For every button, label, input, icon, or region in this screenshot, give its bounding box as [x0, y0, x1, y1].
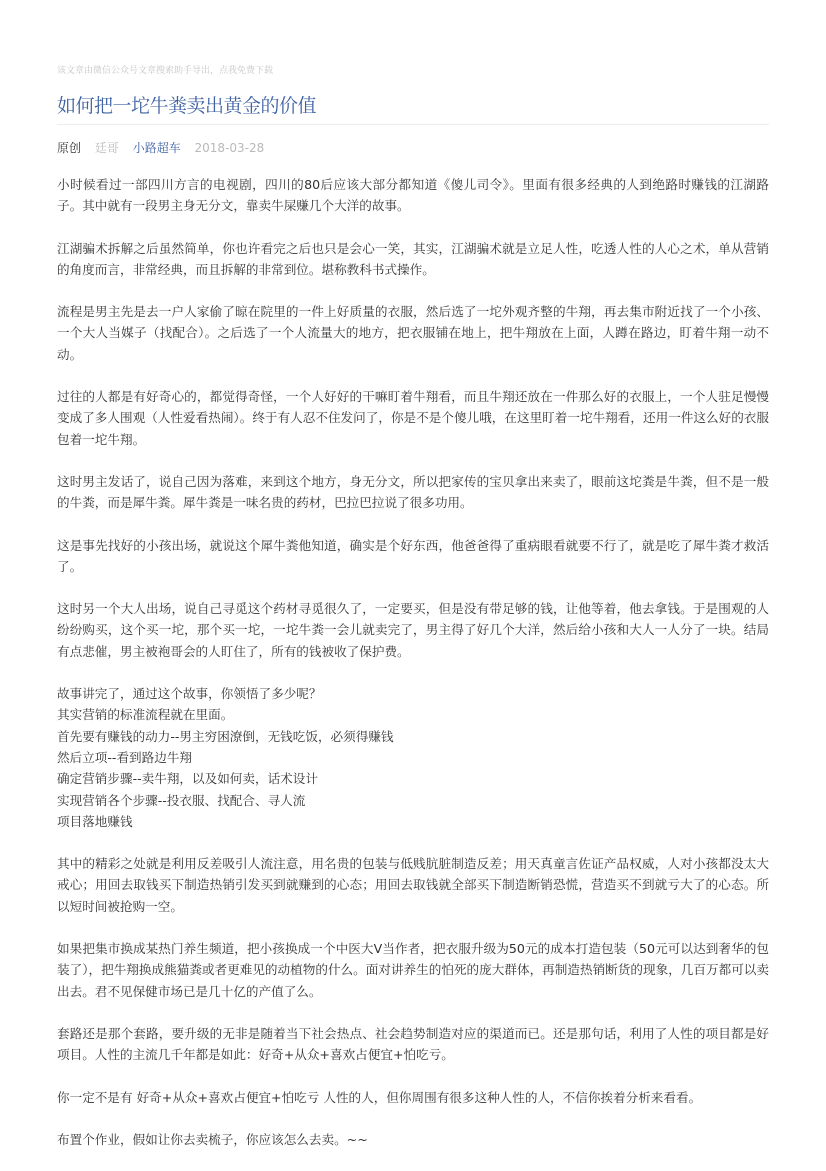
publish-date: 2018-03-28 — [194, 141, 265, 155]
list-item: 故事讲完了，通过这个故事，你领悟了多少呢？ — [57, 686, 322, 702]
list-item: 首先要有赚钱的动力--男主穷困潦倒，无钱吃饭，必须得赚钱 — [57, 728, 394, 744]
paragraph-7: 这时另一个大人出场，说自己寻觅这个药材寻觅很久了，一定要买，但是没有带足够的钱，让他等着，他去拿钱。于是围观的人纷纷购买，这个买一坨，那个买一坨，一坨牛粪一会儿就卖完了，男主得了好几个大洋，然后给小孩和大人一人分了一块。结局有点悲催，男主被袍哥会的人盯住了，所有的钱被收了保护费。 — [57, 601, 769, 659]
paragraph-9: 如果把集市换成某热门养生频道，把小孩换成一个中医大V当作者，把衣服升级为50元的成本打造包装（50元可以达到奢华的包装了），把牛翔换成熊猫粪或者更难见的动植物的什么。面对讲养生的怕死的庞大群体，再制造热销断货的现象，几百万都可以卖出去。君不见保健市场已是几十亿的产值了么。 — [57, 941, 769, 999]
paragraph-12: 布置个作业，假如让你去卖梳子，你应该怎么去卖。~~ — [57, 1131, 368, 1147]
list-item: 其实营销的标准流程就在里面。 — [57, 707, 234, 723]
list-item: 实现营销各个步骤--投衣服、找配合、寻人流 — [57, 792, 306, 808]
paragraph-1: 小时候看过一部四川方言的电视剧，四川的80后应该大部分都知道《傻儿司令》。里面有很多经典的人到绝路时赚钱的江湖路子。其中就有一段男主身无分文，靠卖牛屎赚几个大洋的故事。 — [57, 177, 769, 214]
account-link[interactable]: 小路超车 — [132, 141, 181, 155]
paragraph-8: 其中的精彩之处就是利用反差吸引人流注意，用名贵的包装与低贱肮脏制造反差；用天真童言佐证产品权威，人对小孩都没太大戒心；用回去取钱买下制造热销引发买到就赚到的心态；用回去取钱就全部买下制造断销恐慌，营造买不到就亏大了的心态。所以短时间被抢购一空。 — [57, 856, 769, 914]
author-name: 廷哥 — [94, 141, 119, 155]
article-title: 如何把一坨牛粪卖出黄金的价值 — [57, 95, 317, 117]
paragraph-6: 这是事先找好的小孩出场，就说这个犀牛粪他知道，确实是个好东西，他爸爸得了重病眼看就要不行了，就是吃了犀牛粪才救活了。 — [57, 537, 769, 574]
paragraph-4: 过往的人都是有好奇心的，都觉得奇怪，一个人好好的干嘛盯着牛翔看，而且牛翔还放在一件那么好的衣服上，一个人驻足慢慢变成了多人围观（人性爱看热闹）。终于有人忍不住发问了，你是不是个傻儿哦，在这里盯着一坨牛翔看，还用一件这么好的衣服包着一坨牛翔。 — [57, 389, 769, 447]
article-body — [57, 174, 769, 1171]
list-item: 项目落地赚钱 — [57, 813, 133, 829]
paragraph-2: 江湖骗术拆解之后虽然简单，你也许看完之后也只是会心一笑，其实，江湖骗术就是立足人性，吃透人性的人心之术，单从营销的角度而言，非常经典，而且拆解的非常到位。堪称教科书式操作。 — [57, 240, 769, 277]
export-notice-link[interactable]: 该文章由微信公众号文章搜索助手导出，点我免费下载 — [57, 66, 274, 76]
paragraph-5: 这时男主发话了，说自己因为落难，来到这个地方，身无分文，所以把家传的宝贝拿出来卖了，眼前这坨粪是牛粪，但不是一般的牛粪，而是犀牛粪。犀牛粪是一味名贵的药材，巴拉巴拉说了很多功用。 — [57, 473, 769, 511]
paragraph-3: 流程是男主先是去一户人家偷了晾在院里的一件上好质量的衣服，然后选了一坨外观齐整的牛翔，再去集市附近找了一个小孩、一个大人当媒子（找配合）。之后选了一个人流量大的地方，把衣服铺在地上，把牛翔放在上面，人蹲在路边，盯着牛翔一动不动。 — [57, 304, 769, 362]
paragraph-11: 你一定不是有 好奇+从众+喜欢占便宜+怕吃亏 人性的人，但你周围有很多这种人性的人，不信你挨着分析来看看。 — [57, 1089, 702, 1105]
process-list — [57, 683, 769, 832]
title-divider — [57, 124, 769, 125]
paragraph-10: 套路还是那个套路，要升级的无非是随着当下社会热点、社会趋势制造对应的渠道而已。还是那句话，利用了人性的项目都是好项目。人性的主流几千年都是如此：好奇+从众+喜欢占便宜+怕吃亏。 — [57, 1025, 769, 1063]
list-item: 确定营销步骤--卖牛翔，以及如何卖，话术设计 — [57, 771, 318, 787]
article-meta — [57, 139, 274, 156]
list-item: 然后立项--看到路边牛翔 — [57, 749, 193, 765]
original-tag: 原创 — [57, 141, 82, 155]
